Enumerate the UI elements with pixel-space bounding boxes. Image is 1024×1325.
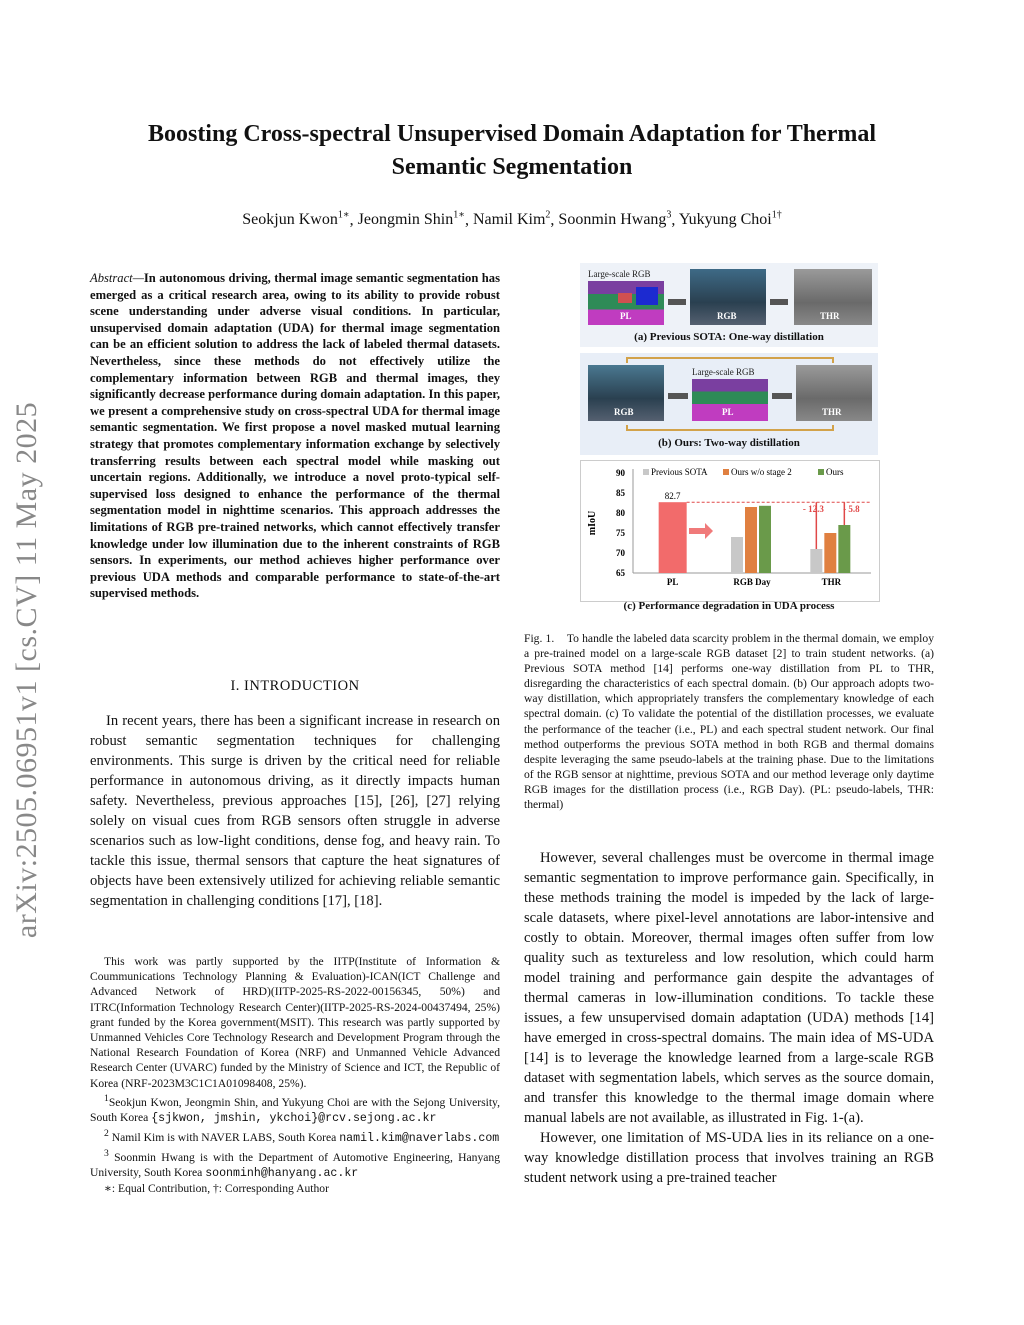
arrow-right-icon (668, 299, 686, 305)
arrow-right-icon (689, 523, 713, 539)
right-column-body (524, 848, 934, 1188)
author: Yukyung Choi$^{1\dagger}$ (678, 210, 782, 229)
y-tick-label: 75 (616, 528, 625, 538)
abstract: Abstract—In autonomous driving, thermal image semantic segmentation has emerged as a critical research area, owing to its ability to provide robust scene understanding under adverse visual conditions. In particular, unsupervised domain adaptation (UDA) for thermal image segmentation can be an efficient solution to address the lack of labeled thermal datasets. Nevertheless, since these methods do not effectively utilize the complementary information between RGB and thermal images, they significantly decrease performance during domain adaptation. In this paper, we present a comprehensive study on cross-spectral UDA for thermal image semantic segmentation. We first propose a novel masked mutual learning strategy that promotes complementary information exchange by selectively transferring results between each spectral model while masking out uncertain regions. Additionally, we introduce a novel proto-typical self-supervised loss designed to enhance the performance of the thermal segmentation model in nighttime scenarios. This approach addresses the limitations of RGB pre-trained networks, which cannot effectively transfer knowledge under low illumination due to the inherent constraints of RGB sensors. In experiments, our method achieves higher performance over previous UDA methods and comparable performance to state-of-the-art supervised methods. (90, 271, 500, 601)
bar (810, 549, 822, 573)
panel-a (580, 263, 878, 347)
data-label: - 12.3 (802, 504, 824, 515)
data-label: - 5.8 (843, 504, 860, 515)
bar (745, 507, 757, 573)
panel-c-caption: (c) Performance degradation in UDA process (623, 600, 835, 612)
pl-tag: PL (620, 311, 632, 321)
author: Namil Kim$^2$ (472, 210, 551, 229)
arrow-right-icon (770, 299, 788, 305)
footnote-1: $^1$Seokjun Kwon, Jeongmin Shin, and Yukyung Choi are with the Sejong University, South Korea {sjkwon, jmshin, ykchoi}@rcv.sejong.ac.kr (90, 1092, 500, 1125)
legend-label: Ours w/o stage 2 (731, 467, 792, 477)
panel-b-caption: (b) Ours: Two-way distillation (658, 437, 800, 449)
x-tick-label: THR (821, 577, 842, 587)
author: Jeongmin Shin$^{1∗}$ (357, 210, 465, 229)
pl-tag: PL (722, 407, 734, 417)
panel-b (580, 353, 878, 455)
y-tick-label: 65 (616, 568, 625, 578)
bar (838, 525, 850, 573)
figure-1 (580, 263, 878, 615)
intro-paragraph: In recent years, there has been a significant increase in research on robust semantic segmentation techniques for challenging environments. This surge is driven by the critical need for reliable performance in autonomous driving, as it directly impacts human safety. Nevertheless, previous approaches [15], [26], [27] relying solely on visual cues from RGB sensors often struggle in adverse scenarios such as low-light conditions, dense fog, and heavy rain. To tackle this issue, thermal sensors that capture the heat signatures of objects have been extensively utilized for achieving reliable semantic segmentation in challenging conditions [17], [18]. (90, 713, 500, 909)
caption-label: Fig. 1. (524, 632, 555, 645)
author: Seokjun Kwon$^{1∗}$ (242, 210, 350, 229)
author: Soonmin Hwang$^3$ (558, 210, 672, 229)
panel-c (580, 460, 878, 615)
bar (659, 502, 687, 573)
y-tick-label: 70 (616, 548, 625, 558)
legend-swatch (723, 469, 729, 475)
arrow-left-icon (668, 393, 688, 399)
abstract-text: In autonomous driving, thermal image semantic segmentation has emerged as a critical research area, owing to its ability to provide robust scene understanding under adverse visual conditions. In particular, unsupervised domain adaptation (UDA) for thermal image segmentation can be an efficient solution to address the lack of labeled thermal datasets. Nevertheless, since these methods do not effectively utilize the complementary information between RGB and thermal images, they significantly decrease performance during domain adaptation. In this paper, we present a comprehensive study on cross-spectral UDA for thermal image semantic segmentation. We first propose a novel masked mutual learning strategy that promotes complementary information exchange by selectively transferring results between each spectral model while masking out uncertain regions. Additionally, we introduce a novel proto-typical self-supervised loss designed to enhance the performance of the thermal segmentation model in nighttime scenarios. This approach addresses the limitations of RGB pre-trained networks, which cannot effectively transfer knowledge under low illumination due to the inherent constraints of RGB sensors. In experiments, our method achieves higher performance over previous UDA methods and comparable performance to state-of-the-art supervised methods. (90, 271, 500, 601)
footnotes (90, 954, 500, 1197)
bar (759, 506, 771, 573)
mutual-arrow-top (626, 357, 834, 363)
legend-label: Previous SOTA (651, 467, 708, 477)
legend-swatch (818, 469, 824, 475)
x-tick-label: PL (666, 577, 679, 587)
mutual-arrow-bottom (626, 425, 834, 431)
author-list: Seokjun Kwon$^{1∗}$, Jeongmin Shin$^{1∗}$, Namil Kim$^2$, Soonmin Hwang$^3$, Yukyung Choi$^{1\dagger}$ (242, 210, 782, 229)
footnote-1-email: {sjkwon, jmshin, ykchoi}@rcv.sejong.ac.kr (151, 1111, 437, 1125)
footnote-3-email: soonminh@hanyang.ac.kr (205, 1167, 359, 1181)
legend-swatch (643, 469, 649, 475)
paragraph: However, several challenges must be overcome in thermal image semantic segmentation to improve performance gain. Specifically, in these methods training the model is impeded by the lack of large-scale datasets, where pixel-level annotations are labor-intensive and costly to obtain. Moreover, thermal images often suffer from low quality such as textureless and low resolution, which could harm model training and performance gain despite the advantages of thermal cameras in low-illumination conditions. To tackle these issues, a few unsupervised domain adaptation (UDA) methods [14] have emerged in cross-spectral domains. The main idea of MS-UDA [14] is to leverage the knowledge learned from a large-scale RGB dataset with segmentation labels, which serves as the source domain, and transfer this knowledge to the thermal image domain where manual labels are not available, as illustrated in Fig. 1-(a). (524, 850, 934, 1126)
footnote-funding: This work was partly supported by the IITP(Institute of Information & Coummunications Technology Planning & Evaluation)-ICAN(ICT Challenge and Advanced Network of HRD)(IITP-2025-RS-2022-00156345, 50%) and ITRC(Information Technology Research Center)(IITP-2025-RS-2024-00437494, 25%) grant funded by the Korea government(MSIT). This research was partly supported by Unmanned Vehicles Core Technology Research and Development Program through the National Research Foundation of Korea (NRF) and Unmanned Vehicle Advanced Research Center (UVARC) funded by the Ministry of Science and ICT, the Republic of Korea (NRF-2023M3C1C1A01098408, 25%). (90, 955, 500, 1090)
footnote-2: $^2$ Namil Kim is with NAVER LABS, South Korea namil.kim@naverlabs.com (104, 1128, 500, 1145)
y-tick-label: 85 (616, 488, 625, 498)
y-axis-label: mIoU (587, 510, 598, 536)
thr-tag: THR (822, 407, 842, 417)
large-scale-rgb-label: Large-scale RGB (588, 269, 651, 279)
title-line-1: Boosting Cross-spectral Unsupervised Domain Adaptation for Thermal (147, 121, 877, 147)
paragraph: However, one limitation of MS-UDA lies in its reliance on a one-way knowledge distillation process that involves training an RGB student network using a pre-trained teacher (524, 1130, 934, 1186)
figure-caption (524, 631, 934, 812)
legend-label: Ours (826, 467, 844, 477)
footnote-2-email: namil.kim@naverlabs.com (339, 1131, 500, 1145)
y-tick-label: 90 (616, 468, 625, 478)
x-tick-label: RGB Day (733, 577, 771, 587)
footnote-equal: ∗: Equal Contribution, †: Corresponding Author (104, 1182, 329, 1196)
panel-a-caption: (a) Previous SOTA: One-way distillation (634, 331, 824, 343)
bar (731, 537, 743, 573)
footnote-3: $^3$ Soonmin Hwang is with the Department of Automotive Engineering, Hanyang University, South Korea soonminh@hanyang.ac.kr (90, 1148, 500, 1181)
abstract-label: Abstract (90, 271, 133, 285)
rgb-tag: RGB (614, 407, 634, 417)
performance-chart (580, 460, 880, 602)
large-scale-rgb-label: Large-scale RGB (692, 367, 755, 377)
y-tick-label: 80 (616, 508, 625, 518)
paper-title (60, 118, 964, 184)
arxiv-stamp: arXiv:2505.06951v1 [cs.CV] 11 May 2025 (10, 401, 43, 939)
arrow-right-icon (772, 393, 792, 399)
bar (824, 533, 836, 573)
section-heading: I. INTRODUCTION (230, 678, 360, 694)
data-label: 82.7 (664, 491, 681, 502)
thr-tag: THR (820, 311, 840, 321)
title-line-2: Semantic Segmentation (391, 154, 633, 180)
caption-text: To handle the labeled data scarcity problem in the thermal domain, we employ a pre-trained model on a large-scale RGB dataset [2] to train student networks. (a) Previous SOTA method [14] performs one-way distillation from PL to THR, disregarding the characteristics of each spectral domain. (b) Our approach adopts two-way distillation, which appropriately transfers the complementary knowledge of each spectral domain. (c) To validate the potential of the distillation processes, we evaluate the performance of the teacher (i.e., PL) and each spectral student network. Our final method outperforms the previous SOTA method in both RGB and thermal domains despite leveraging the same pseudo-labels at the training phase. Due to the limitations of the RGB sensor at nighttime, previous SOTA and our method leverage only daytime RGB images for the distillation process (i.e., RGB Day). (PL: pseudo-labels, THR: thermal) (524, 632, 935, 812)
rgb-tag: RGB (717, 311, 737, 321)
